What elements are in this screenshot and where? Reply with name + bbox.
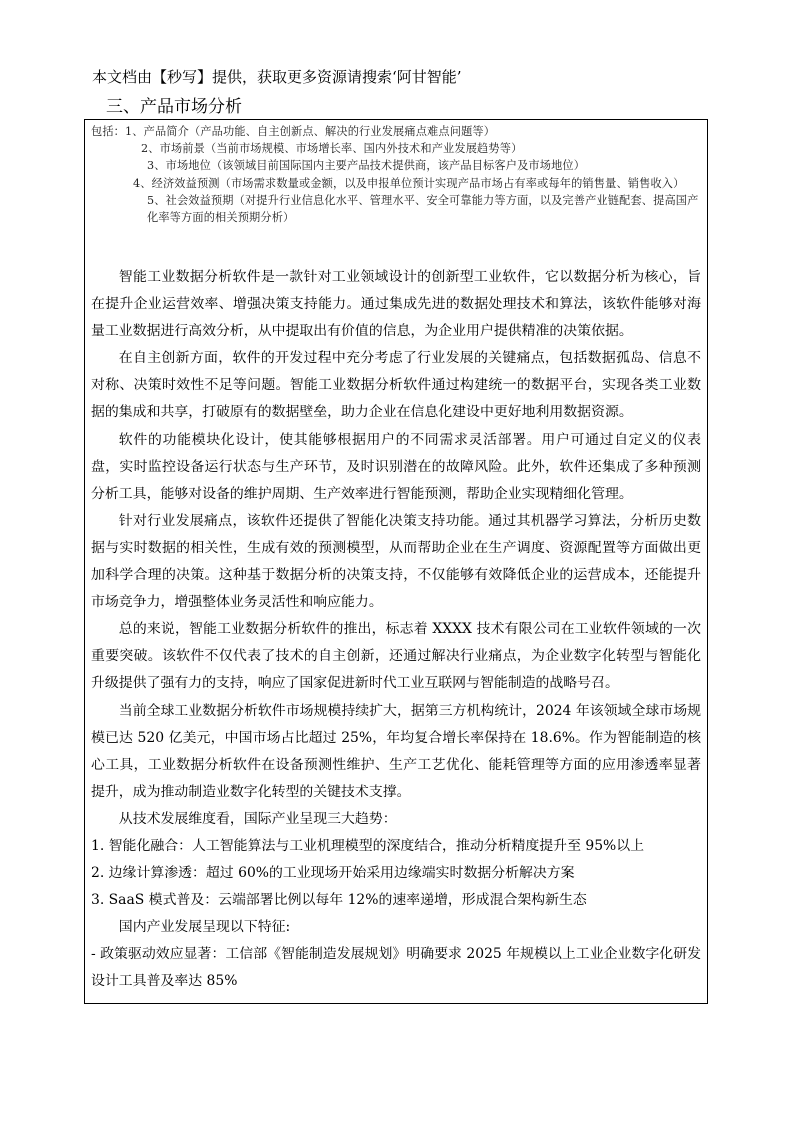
paragraph-summary: 总的来说，智能工业数据分析软件的推出，标志着 XXXX 技术有限公司在工业软件领域的一次重要突破。该软件不仅代表了技术的自主创新，还通过解决行业痛点，为企业数字化转型与智能化升级提供了强有力的支持，响应了国家促进新时代工业互联网与智能制造的战略号召。 — [91, 621, 701, 692]
domestic-intro: 国内产业发展呈现以下特征: — [118, 919, 291, 936]
guide-line-5: 5、社会效益预期（对提升行业信息化水平、管理水平、安全可靠能力等方面，以及完善产业链配套、提高国产化率等方面的相关预期分析） — [147, 193, 699, 225]
guide-line-1: 包括：1、产品简介（产品功能、自主创新点、解决的行业发展痛点难点问题等） — [91, 125, 496, 138]
paragraph-innovation: 在自主创新方面，软件的开发过程中充分考虑了行业发展的关键痛点，包括数据孤岛、信息不对称、决策时效性不足等问题。智能工业数据分析软件通过构建统一的数据平台，实现各类工业数据的集成和共享，打破原有的数据壁垒，助力企业在信息化建设中更好地利用数据资源。 — [91, 350, 701, 421]
section-guidance — [91, 123, 701, 226]
paragraph-market-size: 当前全球工业数据分析软件市场规模持续扩大，据第三方机构统计，2024 年该领域全球市场规模已达 520 亿美元，中国市场占比超过 25%，年均复合增长率保持在 18.6%。作为智能制造的核心工具，工业数据分析软件在设备预测性维护、生产工艺优化、能耗管理等方面的应用渗透率显著提升，成为推动制造业数字化转型的关键技术支撑。 — [91, 702, 701, 800]
paragraph-modular-design: 软件的功能模块化设计，使其能够根据用户的不同需求灵活部署。用户可通过自定义的仪表盘，实时监控设备运行状态与生产环节，及时识别潜在的故障风险。此外，软件还集成了多种预测分析工具，能够对设备的维护周期、生产效率进行智能预测，帮助企业实现精细化管理。 — [91, 431, 701, 502]
section-title: 三、产品市场分析 — [106, 97, 242, 117]
document-source-note: 本文档由【秒写】提供，获取更多资源请搜索‘阿甘智能’ — [92, 68, 462, 86]
trend-item-1: 1. 智能化融合：人工智能算法与工业机理模型的深度结合，推动分析精度提升至 95%以上 — [91, 837, 645, 854]
paragraph-decision-support: 针对行业发展痛点，该软件还提供了智能化决策支持功能。通过其机器学习算法，分析历史数据与实时数据的相关性，生成有效的预测模型，从而帮助企业在生产调度、资源配置等方面做出更加科学合理的决策。这种基于数据分析的决策支持，不仅能够有效降低企业的运营成本，还能提升市场竞争力，增强整体业务灵活性和响应能力。 — [91, 512, 701, 611]
guide-line-3: 3、市场地位（该领域目前国际国内主要产品技术提供商，该产品目标客户及市场地位） — [147, 159, 586, 173]
body-text — [91, 264, 701, 996]
trend-item-3: 3. SaaS 模式普及：云端部署比例以每年 12%的速率递增，形成混合架构新生态 — [91, 892, 587, 909]
paragraph-product-intro: 智能工业数据分析软件是一款针对工业领域设计的创新型工业软件，它以数据分析为核心，旨在提升企业运营效率、增强决策支持能力。通过集成先进的数据处理技术和算法，该软件能够对海量工业数据进行高效分析，从中提取出有价值的信息，为企业用户提供精准的决策依据。 — [91, 269, 701, 340]
domestic-policy-point: - 政策驱动效应显著：工信部《智能制造发展规划》明确要求 2025 年规模以上工业企业数字化研发设计工具普及率达 85% — [91, 946, 701, 990]
guide-line-2: 2、市场前景（当前市场规模、市场增长率、国内外技术和产业发展趋势等） — [141, 142, 523, 156]
paragraph-trends-intro: 从技术发展维度看，国际产业呈现三大趋势： — [118, 810, 397, 827]
guide-line-4: 4、经济效益预测（市场需求数量或金额，以及申报单位预计实现产品市场占有率或每年的销售量、销售收入） — [133, 176, 685, 190]
content-box — [84, 119, 708, 1004]
trend-item-2: 2. 边缘计算渗透：超过 60%的工业现场开始采用边缘端实时数据分析解决方案 — [91, 865, 575, 882]
